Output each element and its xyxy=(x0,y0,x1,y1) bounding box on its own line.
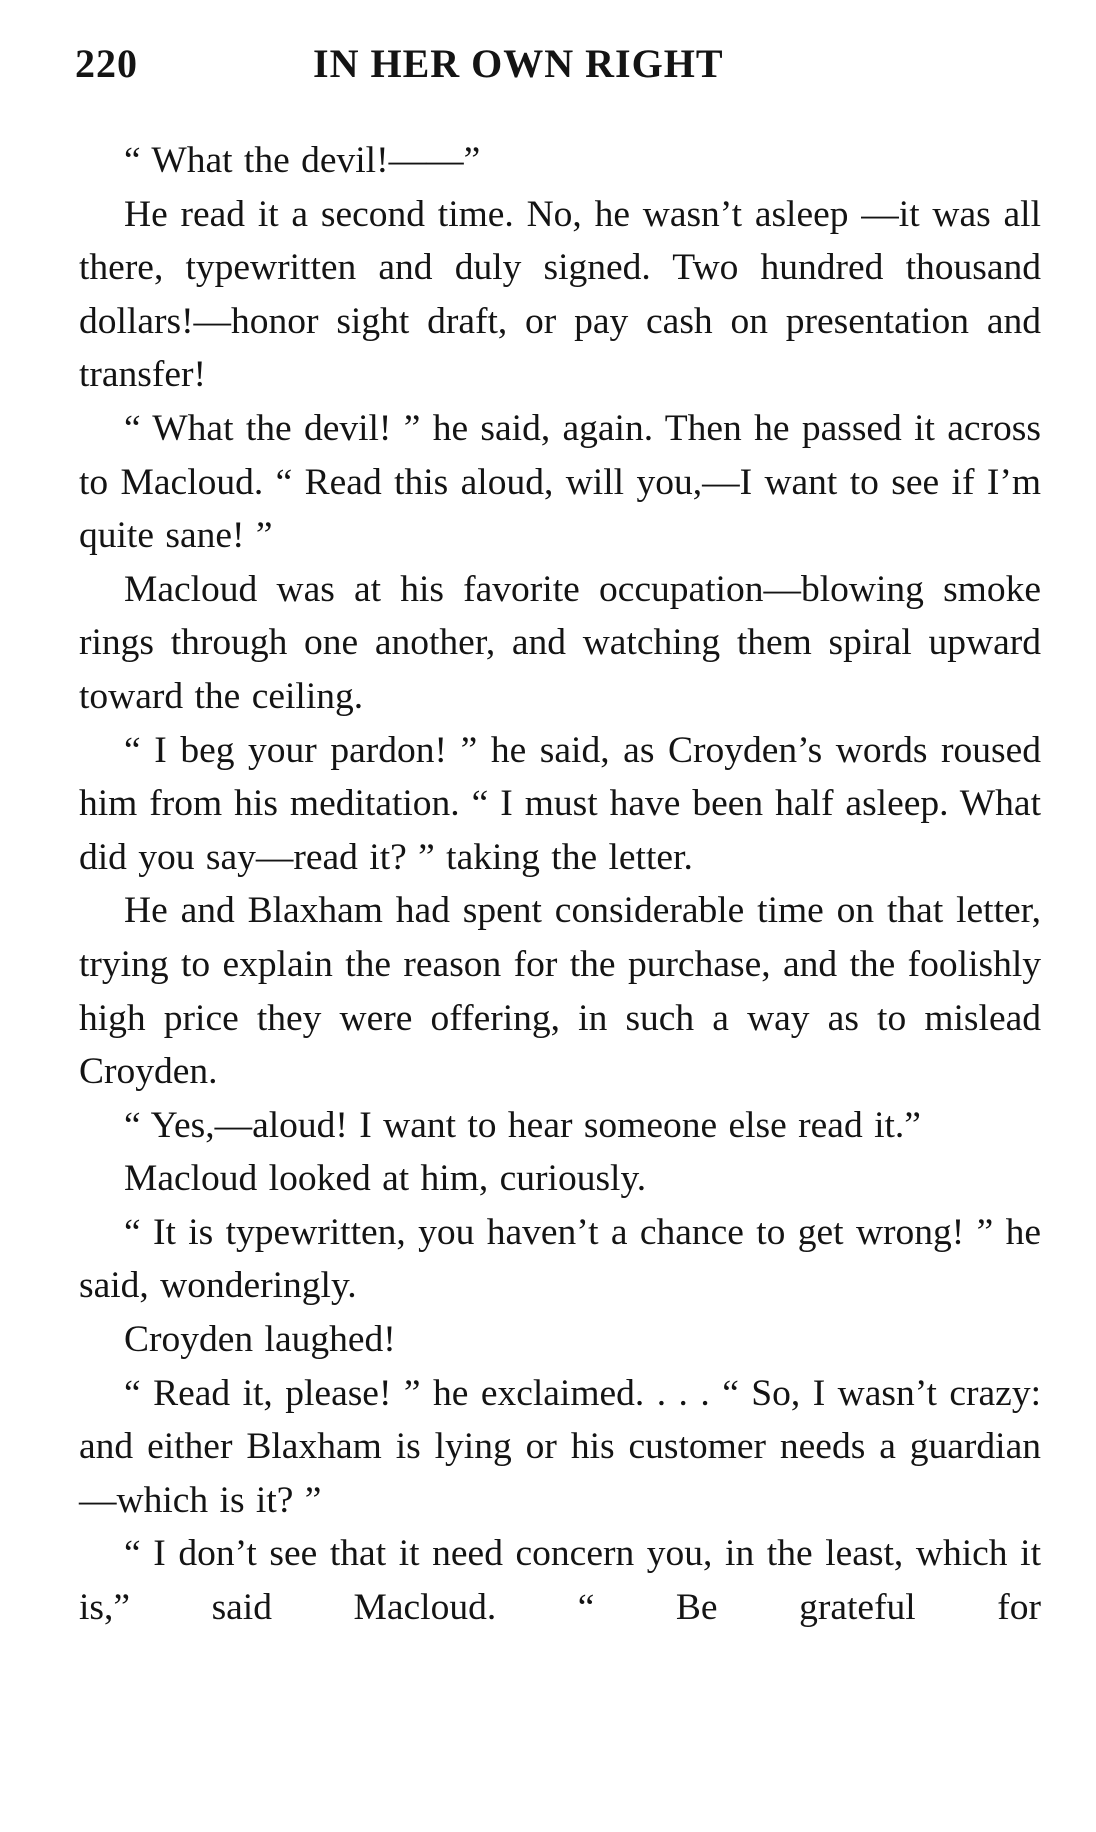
body-text xyxy=(79,134,1041,1635)
paragraph: “ I beg your pardon! ” he said, as Croyden’s words roused him from his meditation. “ I must have been half asleep. What did you say—read it? ” taking the letter. xyxy=(79,729,1041,878)
paragraph: “ I don’t see that it need concern you, in the least, which it is,” said Macloud. “ Be grateful for xyxy=(79,1533,1041,1629)
paragraph: Macloud looked at him, curiously. xyxy=(124,1158,647,1200)
paragraph: Croyden laughed! xyxy=(124,1319,396,1361)
paragraph: “ It is typewritten, you haven’t a chance to get wrong! ” he said, wonderingly. xyxy=(79,1211,1041,1307)
paragraph: “ What the devil! ” he said, again. Then he passed it across to Macloud. “ Read this aloud, will you,—I want to see if I’m quite sane! ” xyxy=(79,407,1041,557)
paragraph: “ Yes,—aloud! I want to hear someone else read it.” xyxy=(124,1104,921,1146)
paragraph: “ What the devil!——” xyxy=(124,140,481,181)
page-number: 220 xyxy=(75,41,138,86)
running-title: IN HER OWN RIGHT xyxy=(313,41,724,86)
paragraph: “ Read it, please! ” he exclaimed. . . . “ So, I wasn’t crazy: and either Blaxham is lying or his customer needs a guardian—which is it? ” xyxy=(79,1372,1041,1521)
page-header xyxy=(75,40,1043,90)
paragraph: He read it a second time. No, he wasn’t asleep —it was all there, typewritten and duly signed. Two hundred thousand dollars!—honor sight draft, or pay cash on presentation and transfer! xyxy=(79,193,1041,396)
paragraph: Macloud was at his favorite occupation—blowing smoke rings through one another, and watching them spiral upward toward the ceiling. xyxy=(79,568,1041,717)
paragraph: He and Blaxham had spent considerable time on that letter, trying to explain the reason for the purchase, and the foolishly high price they were offering, in such a way as to mislead Croyden. xyxy=(79,890,1041,1093)
